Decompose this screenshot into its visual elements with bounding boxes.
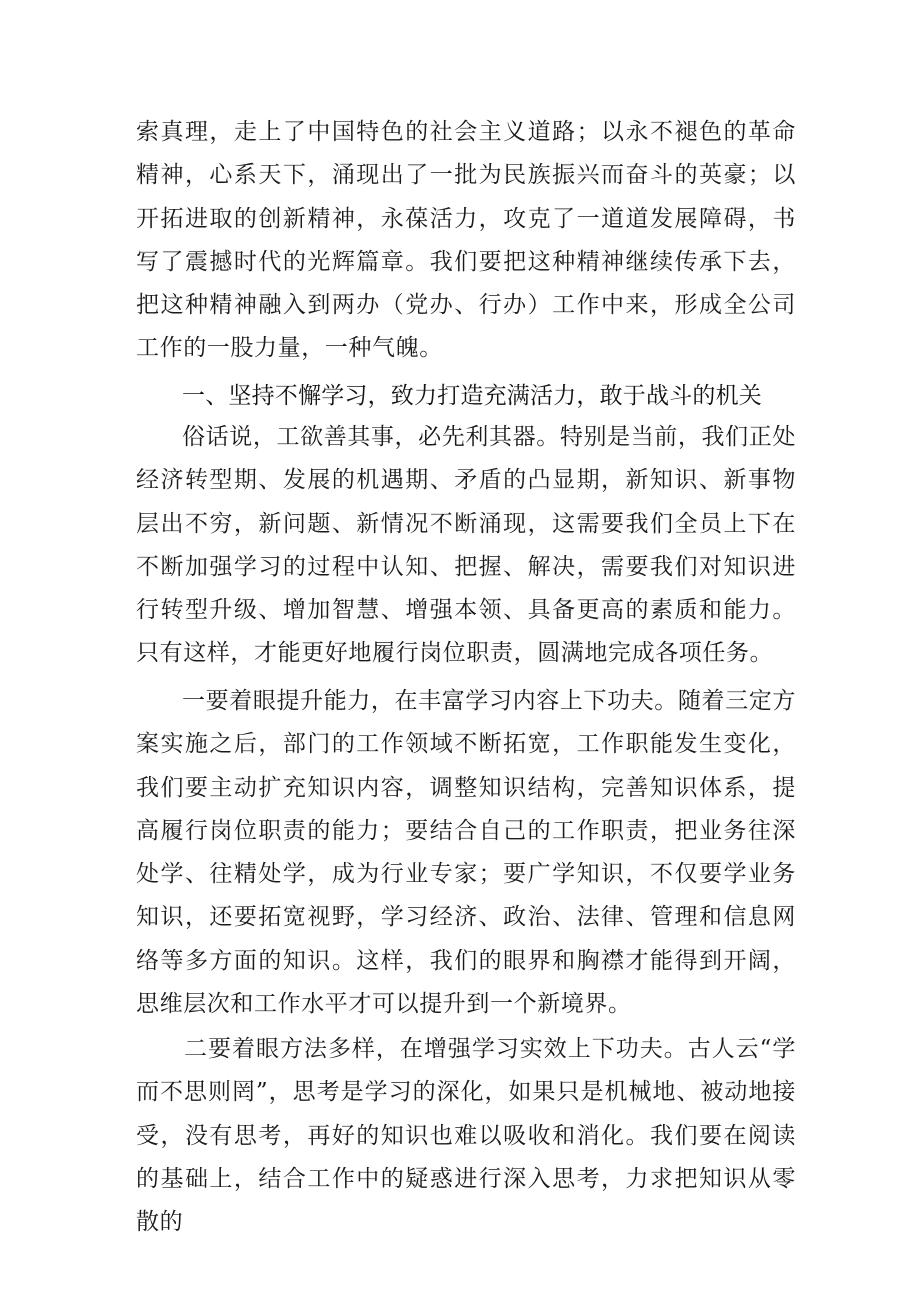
intro-paragraph: 索真理，走上了中国特色的社会主义道路；以永不褪色的革命精神，心系天下，涌现出了一批为民族振兴而奋斗的英豪；以开拓进取的创新精神，永葆活力，攻克了一道道发展障碍，书写了震撼时代的光辉篇章。我们要把这种精神继续传承下去，把这种精神融入到两办（党办、行办）工作中来，形成全公司工作的一股力量，一种气魄。 <box>136 119 796 362</box>
body-paragraph-3: 二要着眼方法多样，在增强学习实效上下功夫。古人云“学而不思则罔”，思考是学习的深化，如果只是机械地、被动地接受，没有思考，再好的知识也难以吸收和消化。我们要在阅读的基础上，结合工作中的疑惑进行深入思考，力求把知识从零散的 <box>136 1036 796 1236</box>
body-paragraph-2: 一要着眼提升能力，在丰富学习内容上下功夫。随着三定方案实施之后，部门的工作领域不断拓宽，工作职能发生变化，我们要主动扩充知识内容，调整知识结构，完善知识体系，提高履行岗位职责的能力；要结合自己的工作职责，把业务往深处学、往精处学，成为行业专家；要广学知识，不仅要学业务知识，还要拓宽视野，学习经济、政治、法律、管理和信息网络等多方面的知识。这样，我们的眼界和胸襟才能得到开阔，思维层次和工作水平才可以提升到一个新境界。 <box>136 688 796 1018</box>
section-heading: 一、坚持不懈学习，致力打造充满活力，敢于战斗的机关 <box>182 383 762 409</box>
body-paragraph-1: 俗话说，工欲善其事，必先利其器。特别是当前，我们正处经济转型期、发展的机遇期、矛盾的凸显期，新知识、新事物层出不穷，新问题、新情况不断涌现，这需要我们全员上下在不断加强学习的过程中认知、把握、解决，需要我们对知识进行转型升级、增加智慧、增强本领、具备更高的素质和能力。只有这样，才能更好地履行岗位职责，圆满地完成各项任务。 <box>136 424 796 667</box>
